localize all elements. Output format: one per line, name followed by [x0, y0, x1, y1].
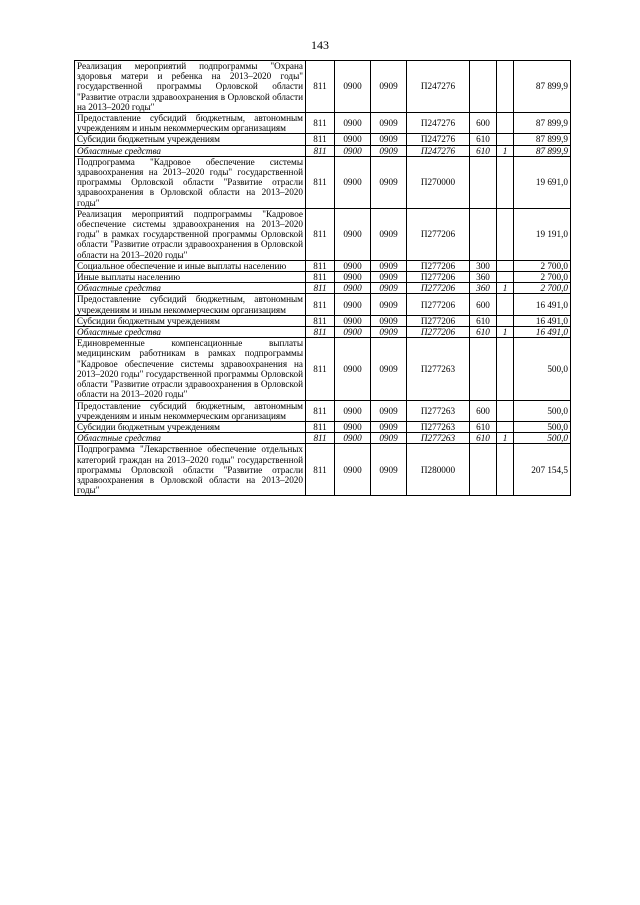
section-code: 0900 — [335, 156, 371, 208]
subsection-code: 0909 — [371, 444, 407, 496]
section-code: 0900 — [335, 315, 371, 326]
funding-source-code — [497, 134, 514, 145]
row-description: Предоставление субсидий бюджетным, автономным учреждениям и иным некоммерческим организациям — [75, 294, 306, 315]
table-row — [75, 315, 571, 326]
subsection-code: 0909 — [371, 400, 407, 421]
expense-type-code: 360 — [470, 272, 497, 283]
subsection-code: 0909 — [371, 327, 407, 338]
row-description: Предоставление субсидий бюджетным, автономным учреждениям и иным некоммерческим организациям — [75, 400, 306, 421]
row-description: Подпрограмма "Кадровое обеспечение системы здравоохранения на 2013–2020 годы" государственной программы Орловской области "Развитие отрасли здравоохранения в Орловской области на 2013–2020 годы" — [75, 156, 306, 208]
page-number: 143 — [311, 38, 329, 52]
row-description: Областные средства — [75, 327, 306, 338]
amount: 500,0 — [514, 338, 571, 400]
table-row — [75, 145, 571, 156]
funding-source-code — [497, 208, 514, 260]
section-code: 0900 — [335, 433, 371, 444]
funding-source-code — [497, 400, 514, 421]
row-description: Областные средства — [75, 433, 306, 444]
amount: 87 899,9 — [514, 145, 571, 156]
ministry-code: 811 — [306, 315, 335, 326]
table-body — [75, 61, 571, 496]
row-description: Субсидии бюджетным учреждениям — [75, 134, 306, 145]
target-article-code: П270000 — [407, 156, 470, 208]
table-row — [75, 327, 571, 338]
ministry-code: 811 — [306, 260, 335, 271]
ministry-code: 811 — [306, 272, 335, 283]
target-article-code: П277263 — [407, 433, 470, 444]
expense-type-code — [470, 338, 497, 400]
funding-source-code — [497, 421, 514, 432]
subsection-code: 0909 — [371, 260, 407, 271]
expense-type-code: 300 — [470, 260, 497, 271]
row-description: Областные средства — [75, 283, 306, 294]
expense-type-code: 600 — [470, 294, 497, 315]
ministry-code: 811 — [306, 145, 335, 156]
section-code: 0900 — [335, 338, 371, 400]
table-row — [75, 61, 571, 113]
funding-source-code — [497, 315, 514, 326]
subsection-code: 0909 — [371, 61, 407, 113]
subsection-code: 0909 — [371, 272, 407, 283]
section-code: 0900 — [335, 283, 371, 294]
target-article-code: П277206 — [407, 315, 470, 326]
budget-table — [74, 60, 571, 496]
amount: 16 491,0 — [514, 327, 571, 338]
expense-type-code — [470, 61, 497, 113]
table-row — [75, 134, 571, 145]
ministry-code: 811 — [306, 338, 335, 400]
target-article-code: П247276 — [407, 145, 470, 156]
ministry-code: 811 — [306, 327, 335, 338]
funding-source-code — [497, 444, 514, 496]
target-article-code: П277206 — [407, 327, 470, 338]
target-article-code: П277206 — [407, 208, 470, 260]
subsection-code: 0909 — [371, 145, 407, 156]
funding-source-code: 1 — [497, 327, 514, 338]
subsection-code: 0909 — [371, 283, 407, 294]
funding-source-code — [497, 61, 514, 113]
target-article-code: П277263 — [407, 421, 470, 432]
section-code: 0900 — [335, 260, 371, 271]
row-description: Областные средства — [75, 145, 306, 156]
subsection-code: 0909 — [371, 294, 407, 315]
ministry-code: 811 — [306, 134, 335, 145]
expense-type-code: 610 — [470, 315, 497, 326]
section-code: 0900 — [335, 327, 371, 338]
section-code: 0900 — [335, 134, 371, 145]
ministry-code: 811 — [306, 294, 335, 315]
row-description: Подпрограмма "Лекарственное обеспечение отдельных категорий граждан на 2013–2020 годы" государственной программы Орловской области "Развитие отрасли здравоохранения в Орловской области на 2013–2020 годы" — [75, 444, 306, 496]
table-row — [75, 433, 571, 444]
section-code: 0900 — [335, 444, 371, 496]
ministry-code: 811 — [306, 208, 335, 260]
section-code: 0900 — [335, 113, 371, 134]
row-description: Субсидии бюджетным учреждениям — [75, 315, 306, 326]
amount: 207 154,5 — [514, 444, 571, 496]
row-description: Единовременные компенсационные выплаты медицинским работникам в рамках подпрограммы "Кадровое обеспечение системы здравоохранения на 2013–2020 годы" государственной программы Орловской области "Развитие отрасли здравоохранения в Орловской области на 2013–2020 годы" — [75, 338, 306, 400]
amount: 500,0 — [514, 421, 571, 432]
amount: 500,0 — [514, 433, 571, 444]
funding-source-code: 1 — [497, 283, 514, 294]
target-article-code: П277206 — [407, 283, 470, 294]
target-article-code: П277206 — [407, 260, 470, 271]
funding-source-code — [497, 294, 514, 315]
ministry-code: 811 — [306, 400, 335, 421]
row-description: Реализация мероприятий подпрограммы "Охрана здоровья матери и ребенка на 2013–2020 годы" государственной программы Орловской области "Развитие отрасли здравоохранения в Орловской области на 2013–2020 годы" — [75, 61, 306, 113]
expense-type-code: 610 — [470, 433, 497, 444]
funding-source-code — [497, 113, 514, 134]
funding-source-code — [497, 272, 514, 283]
row-description: Иные выплаты населению — [75, 272, 306, 283]
amount: 16 491,0 — [514, 294, 571, 315]
subsection-code: 0909 — [371, 208, 407, 260]
section-code: 0900 — [335, 208, 371, 260]
ministry-code: 811 — [306, 113, 335, 134]
amount: 19 691,0 — [514, 156, 571, 208]
expense-type-code — [470, 444, 497, 496]
target-article-code: П277206 — [407, 294, 470, 315]
target-article-code: П247276 — [407, 113, 470, 134]
ministry-code: 811 — [306, 433, 335, 444]
row-description: Реализация мероприятий подпрограммы "Кадровое обеспечение системы здравоохранения на 2013–2020 годы" в рамках государственной программы Орловской области "Развитие отрасли здравоохранения в Орловской области на 2013–2020 годы" — [75, 208, 306, 260]
ministry-code: 811 — [306, 444, 335, 496]
expense-type-code — [470, 156, 497, 208]
table-row — [75, 338, 571, 400]
expense-type-code: 610 — [470, 145, 497, 156]
amount: 87 899,9 — [514, 113, 571, 134]
expense-type-code: 610 — [470, 134, 497, 145]
table-row — [75, 113, 571, 134]
section-code: 0900 — [335, 61, 371, 113]
table-row — [75, 444, 571, 496]
subsection-code: 0909 — [371, 113, 407, 134]
amount: 500,0 — [514, 400, 571, 421]
amount: 2 700,0 — [514, 260, 571, 271]
table-row — [75, 156, 571, 208]
subsection-code: 0909 — [371, 134, 407, 145]
target-article-code: П277263 — [407, 338, 470, 400]
ministry-code: 811 — [306, 156, 335, 208]
funding-source-code — [497, 260, 514, 271]
section-code: 0900 — [335, 294, 371, 315]
target-article-code: П247276 — [407, 134, 470, 145]
table-row — [75, 260, 571, 271]
row-description: Предоставление субсидий бюджетным, автономным учреждениям и иным некоммерческим организациям — [75, 113, 306, 134]
amount: 16 491,0 — [514, 315, 571, 326]
target-article-code: П280000 — [407, 444, 470, 496]
subsection-code: 0909 — [371, 433, 407, 444]
expense-type-code: 600 — [470, 113, 497, 134]
funding-source-code: 1 — [497, 433, 514, 444]
target-article-code: П277206 — [407, 272, 470, 283]
expense-type-code: 360 — [470, 283, 497, 294]
table-row — [75, 421, 571, 432]
table-row — [75, 294, 571, 315]
table-row — [75, 208, 571, 260]
expense-type-code: 610 — [470, 421, 497, 432]
subsection-code: 0909 — [371, 421, 407, 432]
funding-source-code — [497, 338, 514, 400]
table-row — [75, 400, 571, 421]
target-article-code: П247276 — [407, 61, 470, 113]
amount: 2 700,0 — [514, 283, 571, 294]
amount: 19 191,0 — [514, 208, 571, 260]
amount: 2 700,0 — [514, 272, 571, 283]
funding-source-code — [497, 156, 514, 208]
section-code: 0900 — [335, 272, 371, 283]
funding-source-code: 1 — [497, 145, 514, 156]
subsection-code: 0909 — [371, 315, 407, 326]
section-code: 0900 — [335, 400, 371, 421]
amount: 87 899,9 — [514, 61, 571, 113]
expense-type-code: 600 — [470, 400, 497, 421]
expense-type-code — [470, 208, 497, 260]
target-article-code: П277263 — [407, 400, 470, 421]
table-row — [75, 272, 571, 283]
ministry-code: 811 — [306, 283, 335, 294]
table-row — [75, 283, 571, 294]
section-code: 0900 — [335, 145, 371, 156]
section-code: 0900 — [335, 421, 371, 432]
ministry-code: 811 — [306, 421, 335, 432]
subsection-code: 0909 — [371, 156, 407, 208]
row-description: Субсидии бюджетным учреждениям — [75, 421, 306, 432]
expense-type-code: 610 — [470, 327, 497, 338]
ministry-code: 811 — [306, 61, 335, 113]
subsection-code: 0909 — [371, 338, 407, 400]
row-description: Социальное обеспечение и иные выплаты населению — [75, 260, 306, 271]
amount: 87 899,9 — [514, 134, 571, 145]
